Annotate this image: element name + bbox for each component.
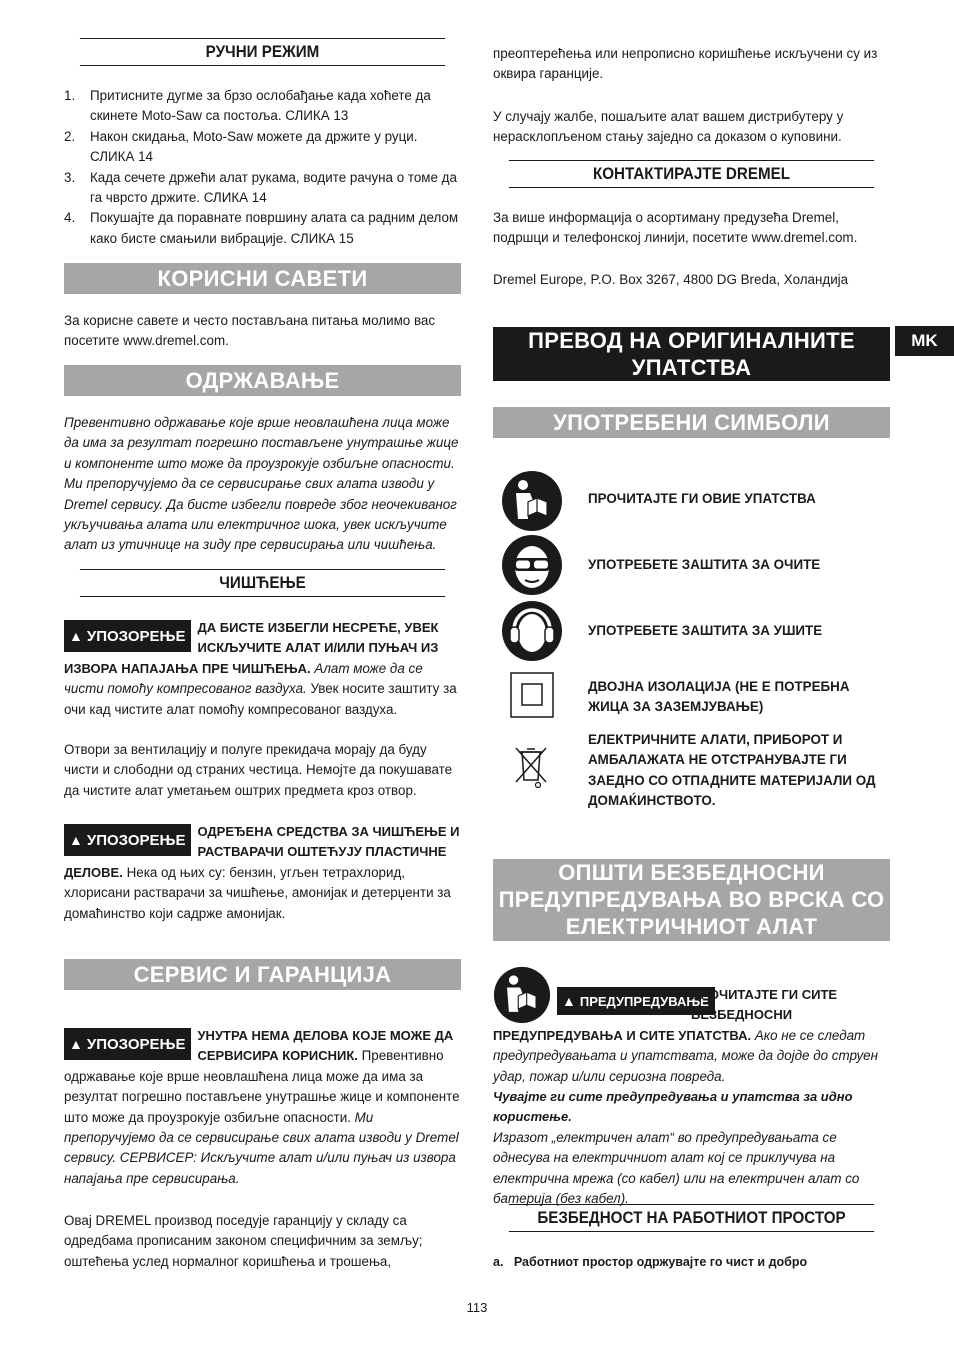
cleaning-para: Отвори за вентилацију и полуге прекидача морају да буду чисти и слободни од страних честица. Немојте да покушавате да чистите алат уметањем оштрих предмета кроз отвор. (64, 742, 453, 798)
service-warning: ▲ УПОЗОРЕЊЕ УНУТРА НЕМА ДЕЛОВА КОЈЕ МОЖЕ ДА СЕРВИСИРА КОРИСНИК. Превентивно одржавање које врше неовлашћена лица може да има за резултат погрешно постављене унутрашње жице и компоненте што може да проузрокује озбиљне опасности. Ми препоручујемо да се сервисирање свих алата изводи у Dremel сервису. СЕРВИСЕР: Искључите алат и/или пуњач из извора напајања пре сервисирања. (64, 1028, 460, 1186)
warning-badge: ▲ УПОЗОРЕЊЕ (64, 1028, 191, 1060)
manual-mode-heading: РУЧНИ РЕЖИМ (80, 38, 445, 66)
cleaning-warning-1: ▲ УПОЗОРЕЊЕ ДА БИСТЕ ИЗБЕГЛИ НЕСРЕЋЕ, УВЕК ИСКЉУЧИТЕ АЛАТ И/ИЛИ ПУЊАЧ ИЗ ИЗВОРА НАПАЈАЊА ПРЕ ЧИШЋЕЊА. Алат може да се чисти помоћу компресованог ваздуха. Увек носите заштиту за очи кад чистите алат помоћу компресованог ваздуха. (64, 620, 457, 717)
language-tab: MK (895, 326, 954, 356)
warning-badge: ▲ УПОЗОРЕЊЕ (64, 824, 191, 856)
warranty-continued: преоптерећења или непрописно коришћење искључени су из оквира гаранције. (493, 46, 878, 82)
crossed-bin-icon (513, 742, 549, 792)
complaint-text: У случају жалбе, пошаљите алат вашем дистрибутеру у нерасклопљеном стању заједно са доказом о куповини. (493, 109, 844, 145)
warning-triangle-icon: ▲ (562, 993, 576, 1009)
double-insulation-icon (510, 672, 554, 718)
warning-triangle-icon: ▲ (69, 832, 83, 848)
warning-badge: ▲ УПОЗОРЕЊЕ (64, 620, 191, 652)
symbol-row: ДВОЈНА ИЗОЛАЦИЈА (НЕ Е ПОТРЕБНА ЖИЦА ЗА ЗАЗЕМЈУВАЊЕ) (493, 672, 890, 726)
symbols-heading: УПОТРЕБЕНИ СИМБОЛИ (493, 407, 890, 438)
list-item: 3. Када сечете држећи алат рукама, водите рачуна о томе да га чврсто држите. СЛИКА 14 (64, 169, 457, 206)
contact-address: Dremel Europe, P.O. Box 3267, 4800 DG Breda, Холандија (493, 272, 849, 287)
service-heading: СЕРВИС И ГАРАНЦИЈА (64, 959, 461, 990)
warning-badge: ▲ ПРЕДУПРЕДУВАЊЕ (557, 987, 715, 1015)
general-warning-text: ПРОЧИТАЈТЕ ГИ СИТЕ БЕЗБЕДНОСНИ ПРЕДУПРЕДУВАЊА И СИТЕ УПАТСТВА. Ако не се следат предупредувањата и упатствата, може да дојде до струен удар, пожар и/или сериозна повреда. Чувајте ги сите предупредувања и упатства за идно користење. Изразот „електричен алат“ во предупредувањата се однесува на електричниот алат кој се приклучува на електрична мрежа (со кабел) или на електричен алат со батерија (без кабел). (493, 987, 878, 1207)
work-area-heading: БЕЗБЕДНОСТ НА РАБОТНИОТ ПРОСТОР (509, 1204, 874, 1232)
float-spacer (493, 985, 691, 1025)
page-number: 113 (466, 1300, 488, 1315)
service-para: Овај DREMEL производ поседује гаранцију у складу са одредбама прописаним законом специфичним за земљу; оштећења услед нормалног коришћења и трошења, (64, 1213, 423, 1269)
tips-text: За корисне савете и често постављана питања молимо вас посетите www.dremel.com. (64, 313, 436, 349)
contact-text: За више информација о асортиману предузећа Dremel, подршци и телефонској линији, посетите www.dremel.com. (493, 210, 858, 246)
cleaning-heading: ЧИШЋЕЊЕ (80, 569, 445, 597)
symbol-row: УПОТРЕБЕТЕ ЗАШТИТА ЗА УШИТЕ (493, 600, 890, 666)
contact-heading: КОНТАКТИРАЈТЕ DREMEL (509, 160, 874, 188)
symbol-row: ЕЛЕКТРИЧНИТЕ АЛАТИ, ПРИБОРОТ И АМБАЛАЖАТА НЕ ОТСТРАНУВАЈТЕ ГИ ЗАЕДНО СО ОТПАДНИТЕ МАТЕРИЈАЛИ ОД ДОМАЌИНСТВОТО. (493, 730, 890, 812)
translation-heading: ПРЕВОД НА ОРИГИНАЛНИТЕ УПАТСТВА (493, 327, 890, 381)
list-item: 2. Након скидања, Moto-Saw можете да држите у руци. СЛИКА 14 (64, 128, 418, 165)
warning-triangle-icon: ▲ (69, 1036, 83, 1052)
eye-protection-icon (501, 534, 563, 596)
cleaning-warning-2: ▲ УПОЗОРЕЊЕ ОДРЕЂЕНА СРЕДСТВА ЗА ЧИШЋЕЊЕ И РАСТВАРАЧИ ОШТЕЋУЈУ ПЛАСТИЧНЕ ДЕЛОВЕ. Нека од њих су: бензин, угљен тетрахлорид, хлорисани растварачи за чишћење, амонијак и детерџенти за домаћинство који садрже амонијак. (64, 824, 460, 921)
symbol-row: ПРОЧИТАЈТЕ ГИ ОВИЕ УПАТСТВА (493, 468, 890, 534)
read-manual-icon (501, 470, 563, 532)
maintenance-text: Превентивно одржавање које врше неовлашћена лица може да има за резултат погрешно постављене унутрашње жице и компоненте што може да проузрокује озбиљне опасности. Ми препоручујемо да се сервисирање свих алата изводи у Dremel сервису. Да бисте избегли повреде због неочекиваног укључивања алата или електричног шока, увек искључите алат из утичнице на зиду пре сервисирања или чишћења. (64, 415, 459, 553)
warning-triangle-icon: ▲ (69, 628, 83, 644)
work-area-item-a: a. Работниот простор одржувајте го чист и добро (493, 1255, 808, 1269)
symbol-row: УПОТРЕБЕТЕ ЗАШТИТА ЗА ОЧИТЕ (493, 534, 890, 600)
ear-protection-icon (501, 600, 563, 662)
maintenance-heading: ОДРЖАВАЊЕ (64, 365, 461, 396)
list-item: 1. Притисните дугме за брзо ослобађање када хоћете да скинете Moto-Saw са постоља. СЛИКА 13 (64, 88, 431, 124)
general-safety-heading: ОПШТИ БЕЗБЕДНОСНИ ПРЕДУПРЕДУВАЊА ВО ВРСКА СО ЕЛЕКТРИЧНИОТ АЛАТ (493, 859, 890, 941)
tips-heading: КОРИСНИ САВЕТИ (64, 263, 461, 294)
manual-mode-list (64, 86, 461, 249)
list-item: 4. Покушајте да поравнате површину алата са радним делом како бисте смањили вибрације. СЛИКА 15 (64, 210, 459, 246)
